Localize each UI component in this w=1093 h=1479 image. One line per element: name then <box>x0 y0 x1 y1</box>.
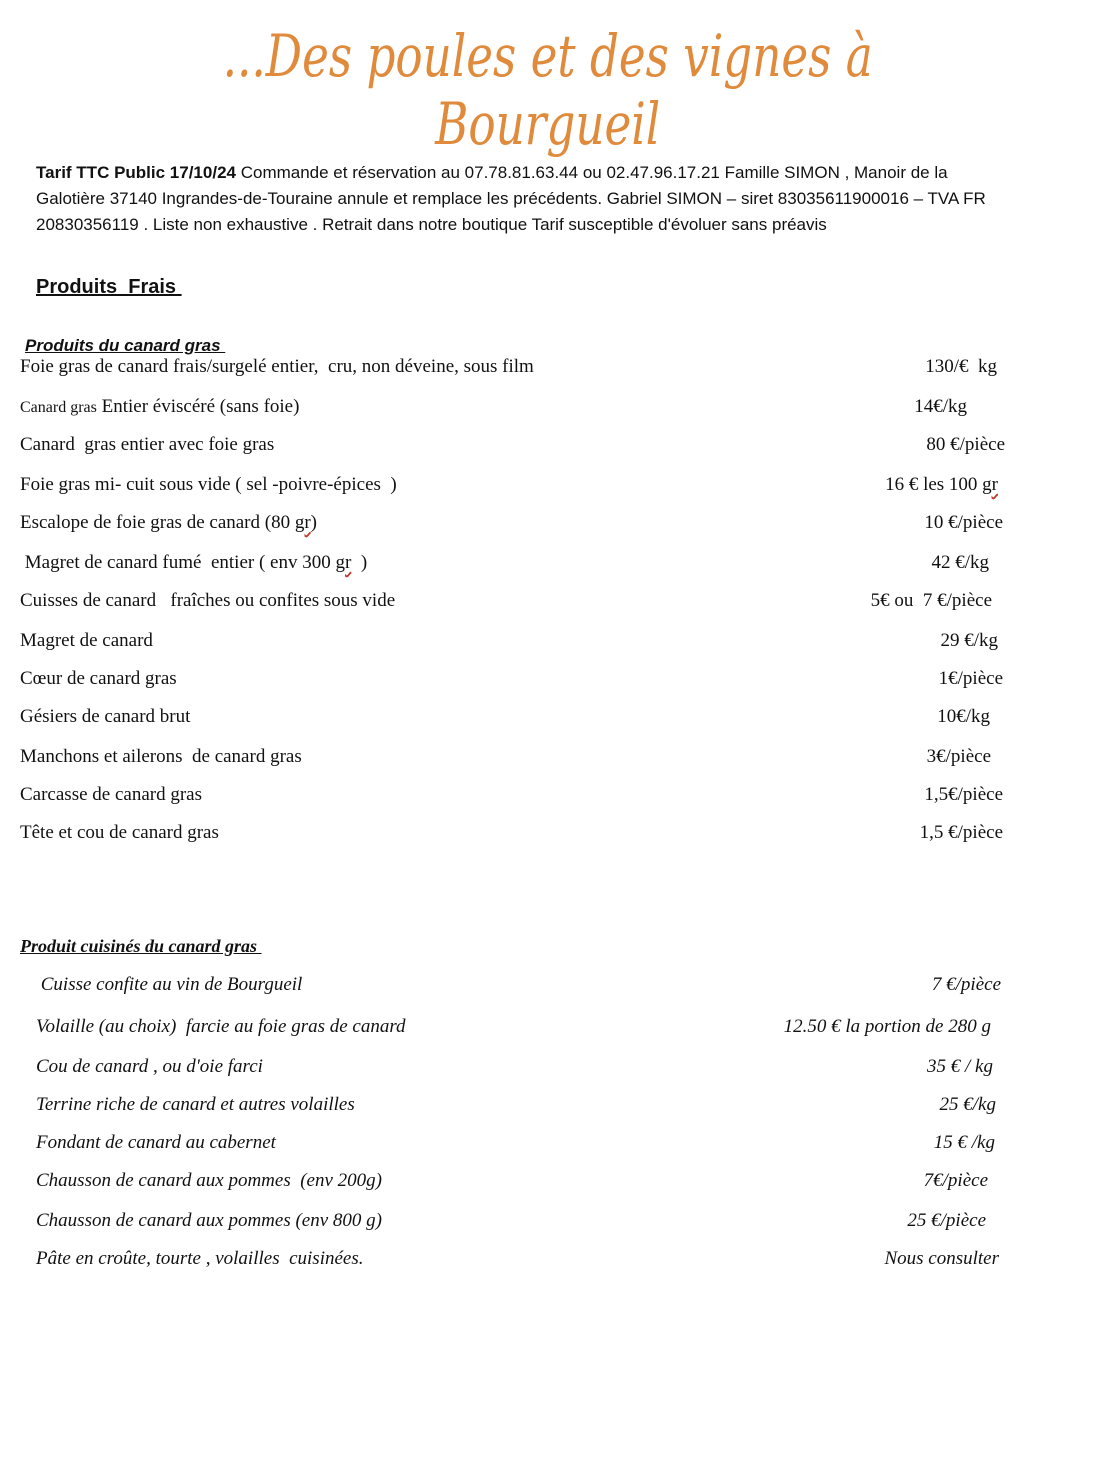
product-name: Canard gras entier avec foie gras <box>20 434 275 455</box>
product-name: Cuisses de canard fraîches ou confites sous vide <box>20 590 396 611</box>
product-name: Foie gras mi- cuit sous vide ( sel -poivre-épices ) <box>20 474 397 495</box>
product-price: 15 € /kg <box>933 1132 995 1153</box>
product-price: 29 €/kg <box>940 630 998 651</box>
product-name: Magret de canard <box>20 630 153 651</box>
price-row <box>0 1056 1093 1084</box>
section-heading-cuisines: Produit cuisinés du canard gras <box>20 936 262 956</box>
price-row <box>0 356 1093 384</box>
product-name <box>20 512 317 534</box>
product-name <box>20 396 299 418</box>
product-price: 10 €/pièce <box>924 512 1003 533</box>
product-name: Pâte en croûte, tourte , volailles cuisinées. <box>36 1248 364 1269</box>
intro-paragraph <box>36 160 996 238</box>
product-name-unit: gr <box>335 552 352 573</box>
product-name: Chausson de canard aux pommes (env 200g) <box>36 1170 382 1191</box>
product-price: 3€/pièce <box>926 746 991 767</box>
price-row <box>0 822 1093 850</box>
product-name: Volaille (au choix) farcie au foie gras de canard <box>36 1016 406 1037</box>
product-price: 12.50 € la portion de 280 g <box>783 1016 991 1037</box>
product-name: Gésiers de canard brut <box>20 706 191 727</box>
price-row <box>0 434 1093 462</box>
product-name-a: Escalope de foie gras de canard (80 <box>20 512 295 533</box>
price-row <box>0 630 1093 658</box>
product-name: Chausson de canard aux pommes (env 800 g) <box>36 1210 382 1231</box>
product-price: 42 €/kg <box>931 552 989 573</box>
price-row <box>0 1170 1093 1198</box>
product-name-prefix: Canard gras <box>20 399 97 416</box>
price-row <box>0 512 1093 540</box>
product-name-unit: gr <box>294 512 311 533</box>
section-heading-canard-gras: Produits du canard gras <box>25 336 226 355</box>
price-row <box>0 590 1093 618</box>
product-name: Terrine riche de canard et autres volailles <box>36 1094 355 1115</box>
product-price: 130/€ kg <box>925 356 997 377</box>
product-price: 35 € / kg <box>927 1056 993 1077</box>
product-name: Cœur de canard gras <box>20 668 177 689</box>
product-price: 1€/pièce <box>938 668 1003 689</box>
product-price: 5€ ou 7 €/pièce <box>870 590 992 611</box>
product-name-a: Magret de canard fumé entier ( env 300 <box>20 552 336 573</box>
price-row <box>0 1210 1093 1238</box>
product-name: Tête et cou de canard gras <box>20 822 219 843</box>
page-title: ...Des poules et des vignes à Bourgueil <box>222 22 873 158</box>
product-name-rest: Entier éviscéré (sans foie) <box>96 396 300 417</box>
price-row <box>0 746 1093 774</box>
price-row <box>0 396 1093 424</box>
product-name: Carcasse de canard gras <box>20 784 202 805</box>
product-price: 1,5 €/pièce <box>919 822 1003 843</box>
product-price: 25 €/kg <box>939 1094 996 1115</box>
product-name: Fondant de canard au cabernet <box>36 1132 276 1153</box>
price-row <box>0 668 1093 696</box>
price-row <box>0 706 1093 734</box>
product-name-c: ) <box>351 552 368 573</box>
product-price: 10€/kg <box>937 706 990 727</box>
price-row <box>0 1248 1093 1276</box>
product-price: 80 €/pièce <box>926 434 1005 455</box>
product-name <box>20 552 367 574</box>
product-price: 25 €/pièce <box>907 1210 986 1231</box>
product-price: 1,5€/pièce <box>924 784 1003 805</box>
product-price: 14€/kg <box>914 396 967 417</box>
product-name-c: ) <box>310 512 317 533</box>
product-price: 7€/pièce <box>923 1170 988 1191</box>
product-price: 7 €/pièce <box>931 974 1001 995</box>
section-heading-produits-frais: Produits Frais <box>36 276 182 298</box>
intro-lead: Tarif TTC Public 17/10/24 <box>36 163 236 182</box>
product-price: Nous consulter <box>884 1248 999 1269</box>
price-row <box>0 552 1093 580</box>
price-row <box>0 474 1093 502</box>
product-name: Manchons et ailerons de canard gras <box>20 746 302 767</box>
product-name: Cou de canard , ou d'oie farci <box>36 1056 263 1077</box>
price-row <box>0 1094 1093 1122</box>
price-row <box>0 974 1093 1002</box>
product-name: Cuisse confite au vin de Bourgueil <box>36 974 303 995</box>
price-row <box>0 1132 1093 1160</box>
price-row <box>0 1016 1093 1044</box>
price-row <box>0 784 1093 812</box>
product-price <box>885 474 998 496</box>
product-price-unit: gr <box>982 474 998 495</box>
intro-text: Commande et réservation au 07.78.81.63.44 ou 02.47.96.17.21 Famille SIMON , Manoir de la Galotière 37140 Ingrandes-de-Touraine annule et remplace les précédents. Gabriel SIMON – siret 83035611900016 – TVA FR 20830356119 . Liste non exhaustive . Retrait dans notre boutique Tarif susceptible d'évoluer sans préavis <box>36 163 986 234</box>
product-price-a: 16 € les 100 <box>885 474 983 495</box>
product-name: Foie gras de canard frais/surgelé entier, cru, non déveine, sous film <box>20 356 534 377</box>
